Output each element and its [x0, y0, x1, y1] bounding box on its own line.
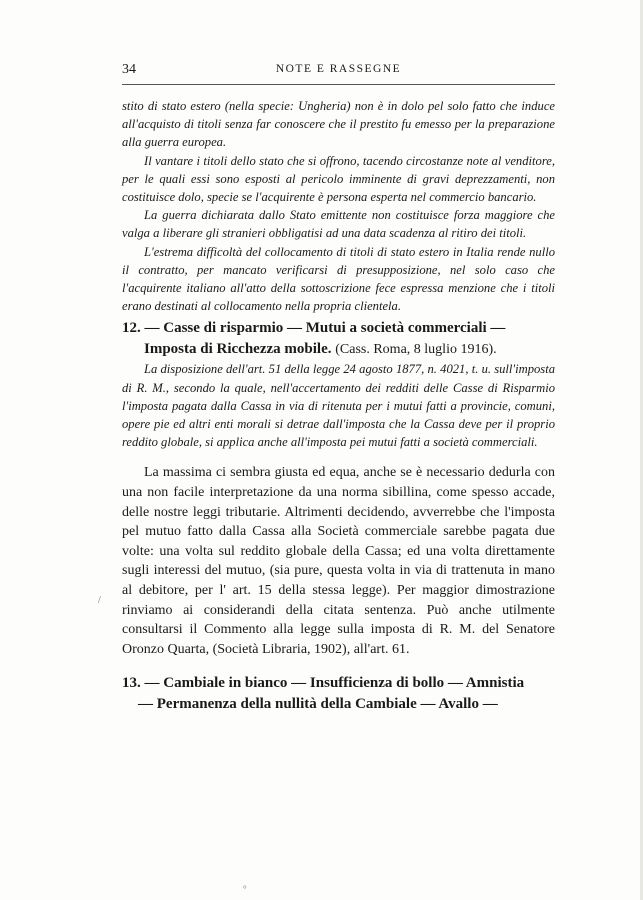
- running-title: NOTE E RASSEGNE: [275, 63, 402, 75]
- section-12-heading-line2-wrap: [122, 339, 555, 360]
- maxim-paragraph: L'estrema difficoltà del collocamento di titoli di stato estero in Italia rende nullo il contratto, per mancato verificarsi di presupposizione, nel solo caso che l'acquirente italiano all'atto della sottoscrizione fece espressa menzione che i titoli erano destinati al collocamento nella propria clientela.: [122, 244, 555, 314]
- intro-maxims: [122, 97, 555, 315]
- maxim-paragraph: La guerra dichiarata dallo Stato emittente non costituisce forza maggiore che valga a liberare gli stranieri obbligatisi ad una data scadenza al ritiro dei titoli.: [122, 208, 555, 241]
- section-13-heading: [122, 673, 555, 715]
- section-12-maxim-block: [122, 360, 555, 451]
- maxim-paragraph: Il vantare i titoli dello stato che si offrono, tacendo circostanze note al venditore, per le quali essi sono esposti al pericolo imminente di gravi deprezzamenti, non costituisce dolo, specie se l'acquirente è persona esperta nel commercio bancario.: [122, 153, 555, 205]
- section-12-heading-line1: 12. — Casse di risparmio — Mutui a società commerciali —: [122, 320, 506, 337]
- page-body: [122, 97, 555, 715]
- section-12-maxim: La disposizione dell'art. 51 della legge 24 agosto 1877, n. 4021, t. u. sull'imposta di R. M., secondo la quale, nell'accertamento dei redditi delle Casse di Risparmio l'imposta pagata dalla Cassa in via di ritenuta per i mutui fatti a provincie, comuni, opere pie ed altri enti morali si detrae dall'imposta che la Cassa deve per il proprio reddito globale, si applica anche all'imposta pei mutui fatti a società commerciali.: [122, 362, 555, 450]
- running-header: [122, 62, 555, 85]
- section-12-heading-line2: Imposta di Ricchezza mobile.: [144, 341, 332, 358]
- section-12-heading: [122, 318, 555, 360]
- maxim-paragraph: stito di stato estero (nella specie: Ungheria) non è in dolo pel solo fatto che induce all'acquisto di titoli senza far conoscere che il prestito fu emesso per la preparazione alla guerra europea.: [122, 99, 555, 150]
- section-12-comment: La massima ci sembra giusta ed equa, anche se è necessario dedurla con una non facile interpretazione da una norma sibillina, come spesso accade, delle nostre leggi tributarie. Altrimenti decidendo, avverrebbe che l'imposta pel mutuo fatto dalla Cassa alla Società commerciale sarebbe pagata due volte: una volta sul reddito globale della Cassa; ed una volta direttamente sugli interessi del mutuo, (sia pure, questa volta in via di trattenuta in mano al debitore, per l' art. 15 della stessa legge). Per maggior dimostrazione rinviamo ai considerandi della citata sentenza. Può anche utilmente consultarsi il Commento alla legge sulla imposta di R. M. del Senatore Oronzo Quarta, (Società Libraria, 1902), all'art. 61.: [122, 465, 555, 657]
- page-speck: °: [243, 884, 247, 894]
- margin-mark: /: [98, 595, 101, 606]
- page-number: 34: [122, 62, 136, 77]
- section-13-heading-line2: — Permanenza della nullità della Cambiale — Avallo —: [138, 696, 498, 713]
- section-13-heading-line1: 13. — Cambiale in bianco — Insufficienza di bollo — Amnistia: [122, 675, 525, 692]
- section-12-citation: (Cass. Roma, 8 luglio 1916).: [335, 342, 497, 358]
